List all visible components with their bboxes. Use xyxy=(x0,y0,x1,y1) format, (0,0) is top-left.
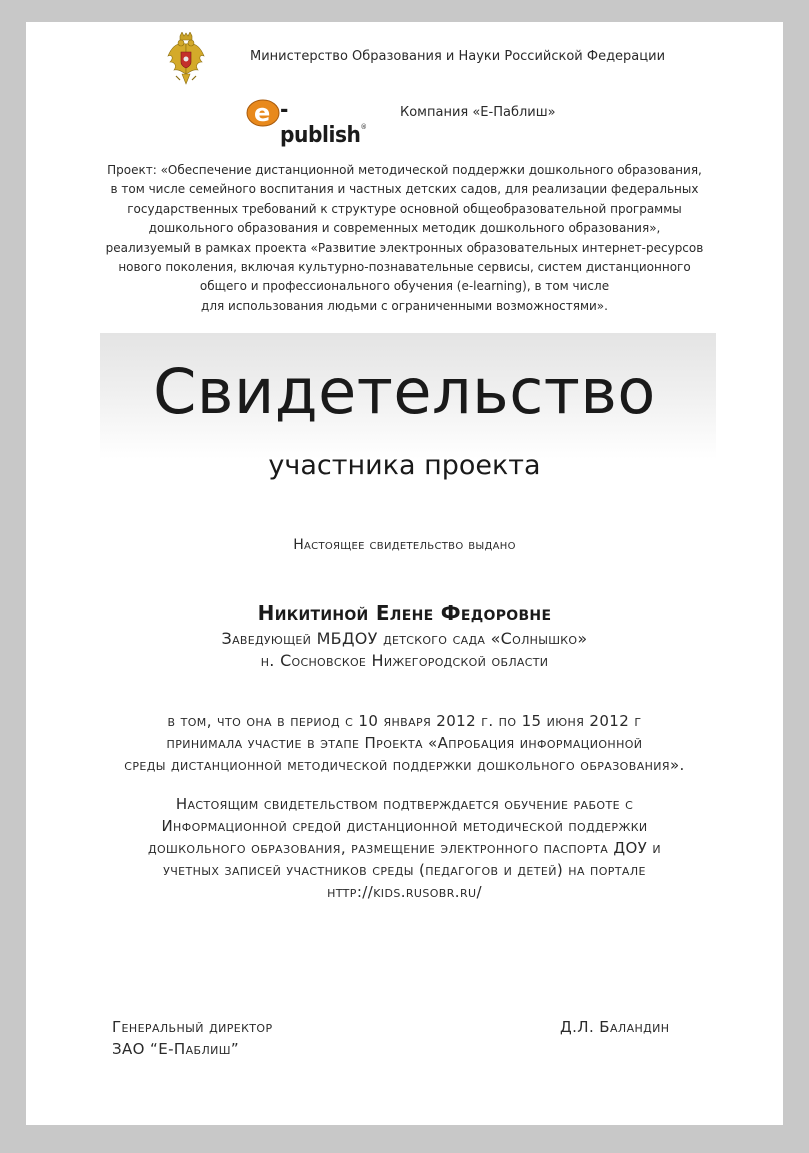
participation-statement xyxy=(26,710,783,776)
participation-line: среды дистанционной методической поддержки дошкольного образования». xyxy=(124,756,685,774)
certificate-title: Свидетельство xyxy=(153,355,656,428)
svg-text:e: e xyxy=(254,99,271,127)
project-line: нового поколения, включая культурно-познавательные сервисы, систем дистанционного xyxy=(118,260,691,275)
project-line: Проект: «Обеспечение дистанционной методической поддержки дошкольного образования, xyxy=(107,163,702,177)
signatory-position: Генеральный директор xyxy=(112,1018,273,1036)
e-publish-logo xyxy=(246,96,378,148)
confirmation-line: Настоящим свидетельством подтверждается обучение работе с xyxy=(175,795,634,813)
project-line: в том числе семейного воспитания и частных детских садов, для реализации федеральных xyxy=(110,182,699,197)
signatory-name: Д.Л. Баландин xyxy=(560,1018,670,1036)
e-publish-logo-text: -publish® xyxy=(280,98,367,148)
issued-statement: Настоящее свидетельство выдано xyxy=(293,537,516,553)
ministry-name: Министерство Образования и Науки Российской Федерации xyxy=(250,49,666,64)
portal-url: http://kids.rusobr.ru/ xyxy=(327,883,482,901)
certificate-subtitle: участника проекта xyxy=(268,450,541,481)
certificate-sheet xyxy=(26,22,783,1125)
participation-line: принимала участие в этапе Проекта «Апробация информационной xyxy=(166,734,643,752)
participation-line: в том, что она в период с 10 января 2012 г. по 15 июня 2012 г xyxy=(167,712,642,730)
recipient-name: Никитиной Елене Федоровне xyxy=(257,601,552,625)
confirmation-line: дошкольного образования, размещение электронного паспорта ДОУ и xyxy=(147,839,661,857)
project-line: общего и профессионального обучения (e-learning), в том числе xyxy=(199,279,610,294)
signatory-title xyxy=(112,1016,273,1060)
project-line: для использования людьми с ограниченными возможностями». xyxy=(201,298,608,313)
confirmation-statement xyxy=(26,793,783,903)
signatory-company: ЗАО “Е-Паблиш” xyxy=(112,1040,240,1058)
project-line: реализуемый в рамках проекта «Развитие электронных образовательных интернет-ресурсов xyxy=(105,240,704,255)
project-description xyxy=(66,161,743,316)
russian-coat-of-arms-icon xyxy=(166,32,206,90)
recipient-position: Заведующей МБДОУ детского сада «Солнышко» xyxy=(221,629,588,648)
recipient-location: н. Сосновское Нижегородской области xyxy=(260,651,549,670)
company-name: Компания «Е-Паблиш» xyxy=(400,105,556,120)
confirmation-line: учетных записей участников среды (педагогов и детей) на портале xyxy=(163,861,646,879)
project-line: дошкольного образования и современных методик дошкольного образования», xyxy=(148,221,661,236)
confirmation-line: Информационной средой дистанционной методической поддержки xyxy=(161,817,648,835)
project-line: государственных требований к структуре основной общеобразовательной программы xyxy=(127,201,682,216)
